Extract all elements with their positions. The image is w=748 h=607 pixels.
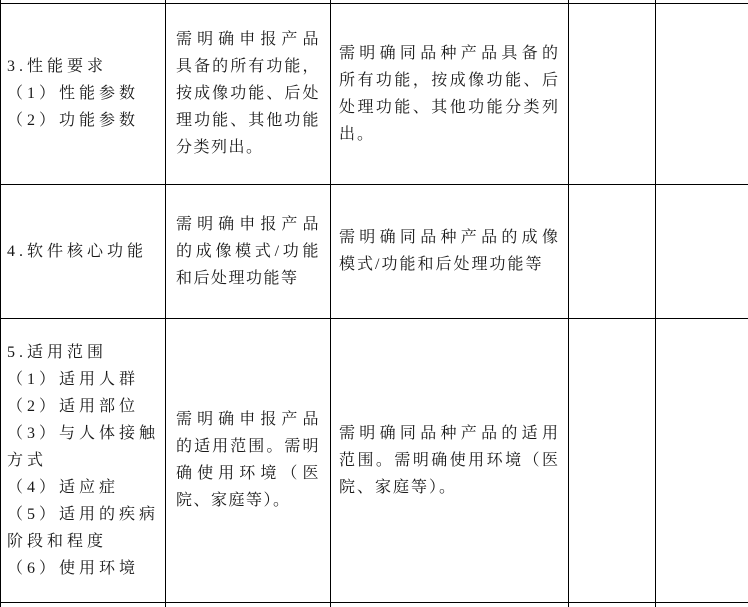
- same-kind-product-text: 需明确同品种产品的适用 范围。需明确使用环境（医 院、家庭等）。: [339, 424, 560, 496]
- cell-clipped: [656, 602, 748, 607]
- cell-clipped: [166, 602, 331, 607]
- same-kind-product-text: 需明确同品种产品的成像 模式/功能和后处理功能等: [339, 229, 560, 273]
- item-text: 5.适用范围 （1）适用人群 （2）适用部位 （3）与人体接触 方式 （4）适应症 （5）适用的疾病 阶段和程度 （6）使用环境: [7, 343, 160, 577]
- cell-clipped: [1, 602, 166, 607]
- same-kind-product-text: 需明确同品种产品具备的 所有功能，按成像功能、后 处理功能、其他功能分类列 出。: [339, 44, 560, 143]
- cell-item-software-core: [1, 184, 166, 318]
- cell-clipped: [331, 602, 569, 607]
- table-row-software-core: [1, 184, 748, 318]
- cell-empty-b: [656, 318, 748, 602]
- item-text: 4.软件核心功能: [7, 242, 148, 260]
- cell-same-kind-requirement: [331, 184, 569, 318]
- cell-same-kind-requirement: [331, 318, 569, 602]
- declared-product-text: 需明确申报产品 具备的所有功能， 按成像功能、后处 理功能、其他功能 分类列出。: [176, 31, 320, 156]
- declared-product-text: 需明确申报产品 的适用范围。需明 确使用环境（医 院、家庭等）。: [176, 411, 320, 509]
- cell-empty-a: [569, 318, 656, 602]
- cell-declared-product-requirement: [166, 3, 331, 184]
- cell-empty-b: [656, 3, 748, 184]
- cell-declared-product-requirement: [166, 318, 331, 602]
- cell-empty-b: [656, 184, 748, 318]
- table-row-performance: [1, 3, 748, 184]
- table-row-clipped-bottom: [1, 602, 748, 607]
- cell-clipped: [569, 602, 656, 607]
- cell-empty-a: [569, 3, 656, 184]
- item-text: 3.性能要求 （1）性能参数 （2）功能参数: [7, 58, 140, 129]
- cell-empty-a: [569, 184, 656, 318]
- cell-declared-product-requirement: [166, 184, 331, 318]
- table-row-scope-of-application: [1, 318, 748, 602]
- cell-item-performance: [1, 3, 166, 184]
- declared-product-text: 需明确申报产品 的成像模式/功能 和后处理功能等: [176, 215, 320, 287]
- cell-same-kind-requirement: [331, 3, 569, 184]
- cell-item-scope: [1, 318, 166, 602]
